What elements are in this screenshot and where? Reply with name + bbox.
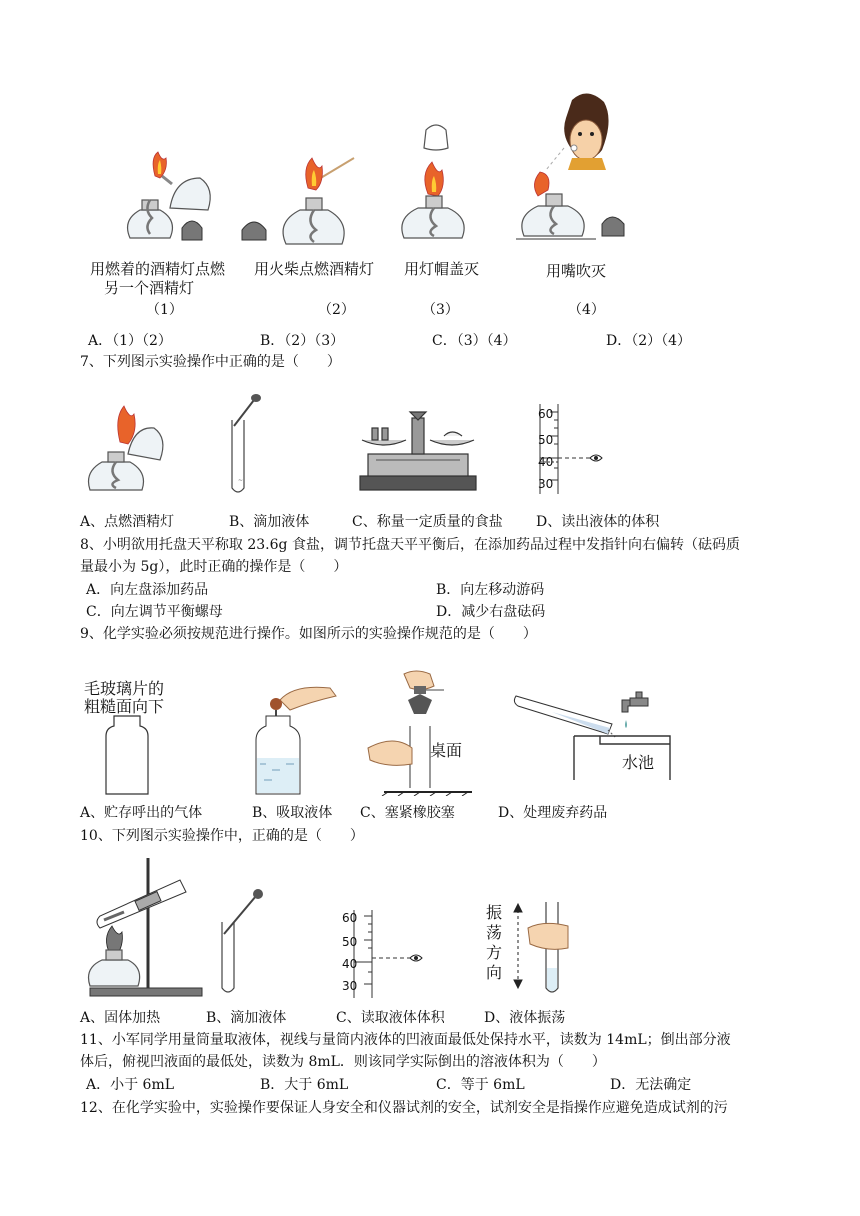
q7-figure-dropper [224,392,264,498]
q7-tick-50: 50 [538,433,554,447]
q9-option-a: A、贮存呼出的气体 [80,805,203,821]
q6-number-4: （4） [568,302,605,318]
q10-tick-40: 40 [342,957,358,971]
q11-option-d: D．无法确定 [610,1077,692,1093]
hand-icon [280,687,336,710]
lamp-cap-icon [424,125,448,150]
q10-tick-30: 30 [342,979,358,993]
q10-option-a: A、固体加热 [80,1010,161,1026]
q11-option-b: B．大于 6mL [260,1077,349,1093]
q7-option-a: A、点燃酒精灯 [80,514,175,530]
q6-figure-blow [512,90,642,246]
q7-figure-balance [356,410,480,494]
q10-shake-label-4: 向 [486,963,503,982]
alcohol-lamp-icon [283,198,344,244]
lamp-cap-icon [242,222,266,240]
test-tube-icon [222,922,234,992]
alcohol-lamp-icon [402,196,464,238]
q8-stem-line2: 量最小为 5g），此时正确的操作是（ ） [80,559,348,575]
q6-number-2: （2） [318,302,355,318]
q8-stem-line1: 8、小明欲用托盘天平称取 23.6g 食盐，调节托盘天平平衡后，在添加药品过程中发指针向右偏转（砝码质 [80,537,740,553]
test-tube-icon [410,726,430,788]
q6-caption-2: 用火柴点燃酒精灯 [254,260,375,278]
q7-figure-light-lamp [84,398,174,494]
rubber-stopper-icon [408,694,432,714]
q12-stem: 12、在化学实验中，实验操作要保证人身安全和仪器试剂的安全，试剂安全是指操作应避免造成试剂的污 [80,1100,728,1116]
q6-caption-1b: 另一个酒精灯 [104,279,195,297]
q8-option-d: D．减少右盘砝码 [436,604,546,620]
lamp-cap-icon [602,217,624,236]
q10-shake-label-1: 振 [486,903,503,922]
q11-stem-line2: 体后，俯视凹液面的最低处，读数为 8mL．则该同学实际倒出的溶液体积为（ ） [80,1054,606,1070]
q9-figure-gas-bottle [96,712,158,796]
alcohol-lamp-icon [89,452,144,490]
q9-option-d: D、处理废弃药品 [498,805,608,821]
q10-figure-shake [508,898,574,998]
q9-option-c: C、塞紧橡胶塞 [360,805,455,821]
q6-caption-1a: 用燃着的酒精灯点燃 [90,260,226,278]
measuring-cylinder-icon [354,910,422,998]
q7-option-c: C、称量一定质量的食盐 [352,514,503,530]
alcohol-lamp-icon [128,200,173,238]
q7-tick-30: 30 [538,477,554,491]
tilted-alcohol-lamp-icon [162,176,210,210]
q9-stem: 9、化学实验必须按规范进行操作。如图所示的实验操作规范的是（ ） [80,626,537,642]
q7-stem: 7、下列图示实验操作中正确的是（ ） [80,354,341,370]
q6-option-b: B．（2）（3） [260,333,345,349]
q9-label-glass-line1: 毛玻璃片的 [84,679,165,698]
faucet-icon [622,692,648,712]
svg-text:~: ~ [238,477,244,484]
alcohol-lamp-icon [522,194,584,236]
dropper-icon [224,896,256,934]
q6-number-3: （3） [422,302,459,318]
q10-figure-cylinder [340,908,432,1000]
q10-option-b: B、滴加液体 [206,1010,287,1026]
q7-option-b: B、滴加液体 [229,514,310,530]
q7-option-d: D、读出液体的体积 [536,514,660,530]
gas-bottle-icon [106,716,148,794]
up-down-arrow-icon [514,904,522,988]
q10-figure-dropper [216,888,266,998]
q11-stem-line1: 11、小军同学用量筒量取液体，视线与量筒内液体的凹液面最低处保持水平，读数为 14mL；倒出部分液 [80,1032,731,1048]
q9-label-desk: 桌面 [430,741,463,760]
q8-option-c: C．向左调节平衡螺母 [86,604,223,620]
q7-tick-40: 40 [538,455,554,469]
q10-shake-label-2: 荡 [486,923,503,942]
q7-tick-60: 60 [538,407,554,421]
lamp-cap-icon [182,221,202,240]
q11-option-a: A．小于 6mL [86,1077,175,1093]
q10-tick-50: 50 [342,935,358,949]
q9-label-glass-line2: 粗糙面向下 [84,697,165,716]
q6-figure-cap [396,122,476,246]
q6-number-1: （1） [146,302,183,318]
hand-icon [528,923,568,949]
q6-figure-match [236,152,366,252]
q11-option-c: C．等于 6mL [436,1077,525,1093]
q10-option-c: C、读取液体体积 [336,1010,445,1026]
q6-option-a: A．（1）（2） [88,333,172,349]
q10-tick-60: 60 [342,911,358,925]
q10-shake-label-3: 方 [486,943,503,962]
balance-icon [360,412,476,490]
q10-figure-heating [84,854,208,998]
q6-caption-4: 用嘴吹灭 [546,262,607,280]
q9-option-b: B、吸取液体 [252,805,333,821]
alcohol-lamp-icon [89,950,140,986]
q10-option-d: D、液体振荡 [484,1010,566,1026]
q10-stem: 10、下列图示实验操作中，正确的是（ ） [80,828,364,844]
q6-option-c: C．（3）（4） [432,333,517,349]
q9-figure-absorb [250,680,340,796]
hand-icon [368,741,412,765]
q7-figure-cylinder [528,402,614,496]
q9-label-sink: 水池 [622,753,655,772]
dropper-bulb-icon [270,698,282,710]
q6-caption-3: 用灯帽盖灭 [404,260,480,278]
q8-option-b: B．向左移动游码 [436,582,545,598]
q6-option-d: D．（2）（4） [606,333,692,349]
q9-figure-stopper [364,668,474,796]
q8-option-a: A．向左盘添加药品 [86,582,209,598]
girl-face-icon [564,93,608,170]
